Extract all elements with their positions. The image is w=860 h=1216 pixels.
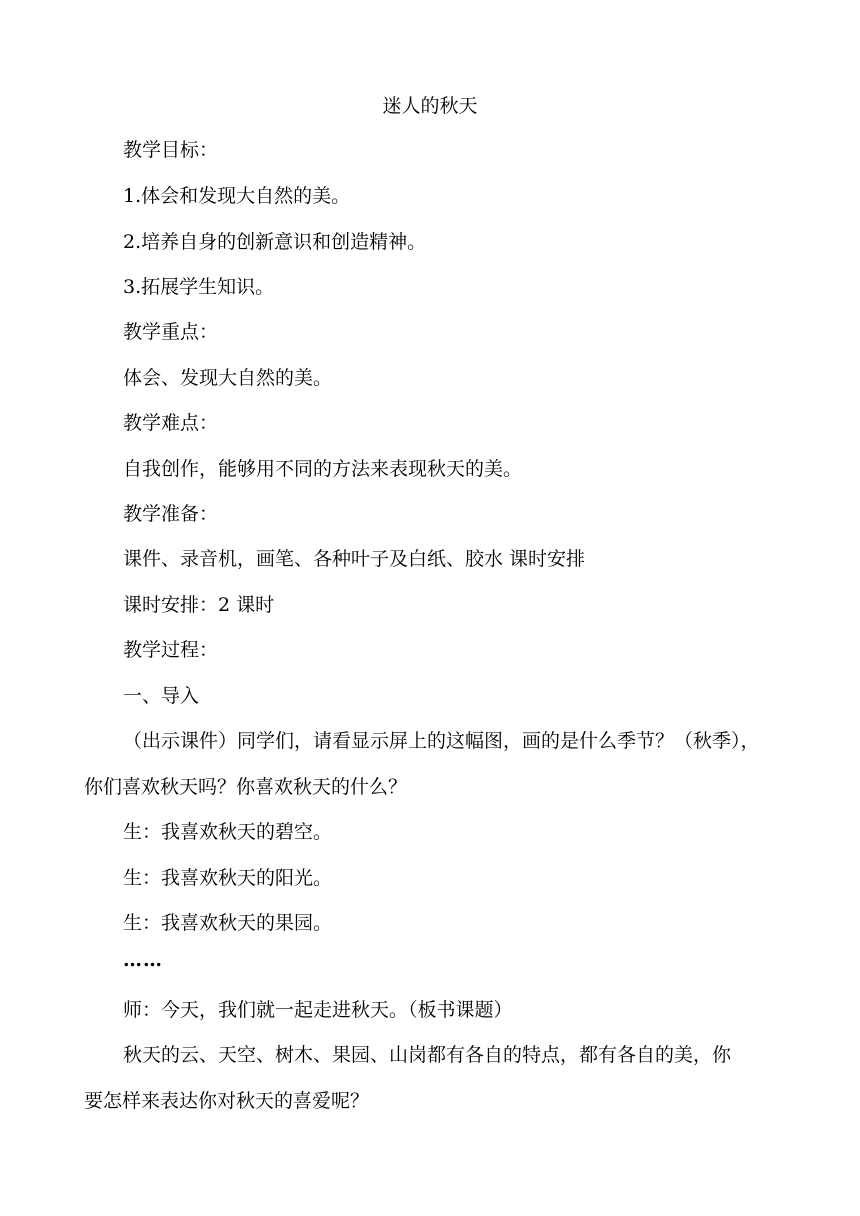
goal-item-1: 1.体会和发现大自然的美。 — [123, 185, 351, 207]
preparation-text: 课件、录音机，画笔、各种叶子及白纸、胶水 课时安排 — [123, 548, 586, 570]
difficulties-text: 自我创作，能够用不同的方法来表现秋天的美。 — [123, 458, 523, 480]
paragraph-autumn-line-2: 要怎样来表达你对秋天的喜爱呢？ — [84, 1090, 370, 1112]
heading-teaching-goals: 教学目标： — [123, 139, 219, 161]
goal-item-2: 2.培养自身的创新意识和创造精神。 — [123, 231, 427, 253]
teacher-line: 师：今天，我们就一起走进秋天。（板书课题） — [123, 999, 513, 1021]
heading-preparation: 教学准备： — [123, 503, 219, 525]
paragraph-intro-line-2: 你们喜欢秋天吗？你喜欢秋天的什么？ — [84, 776, 408, 798]
key-points-text: 体会、发现大自然的美。 — [123, 367, 333, 389]
schedule-text: 课时安排：2 课时 — [123, 594, 275, 616]
paragraph-autumn-line-1: 秋天的云、天空、树木、果园、山岗都有各自的特点，都有各自的美，你 — [123, 1044, 732, 1066]
student-answer-2: 生：我喜欢秋天的阳光。 — [123, 867, 333, 889]
heading-process: 教学过程： — [123, 639, 219, 661]
paragraph-intro-line-1: （出示课件）同学们，请看显示屏上的这幅图，画的是什么季节？（秋季）， — [123, 730, 760, 752]
goal-item-3: 3.拓展学生知识。 — [123, 276, 275, 298]
heading-difficulties: 教学难点： — [123, 412, 219, 434]
student-answer-1: 生：我喜欢秋天的碧空。 — [123, 821, 333, 843]
document-title: 迷人的秋天 — [382, 95, 478, 117]
ellipsis: …… — [123, 949, 163, 971]
student-answer-3: 生：我喜欢秋天的果园。 — [123, 912, 333, 934]
heading-key-points: 教学重点： — [123, 321, 219, 343]
section-intro-heading: 一、导入 — [123, 685, 200, 707]
